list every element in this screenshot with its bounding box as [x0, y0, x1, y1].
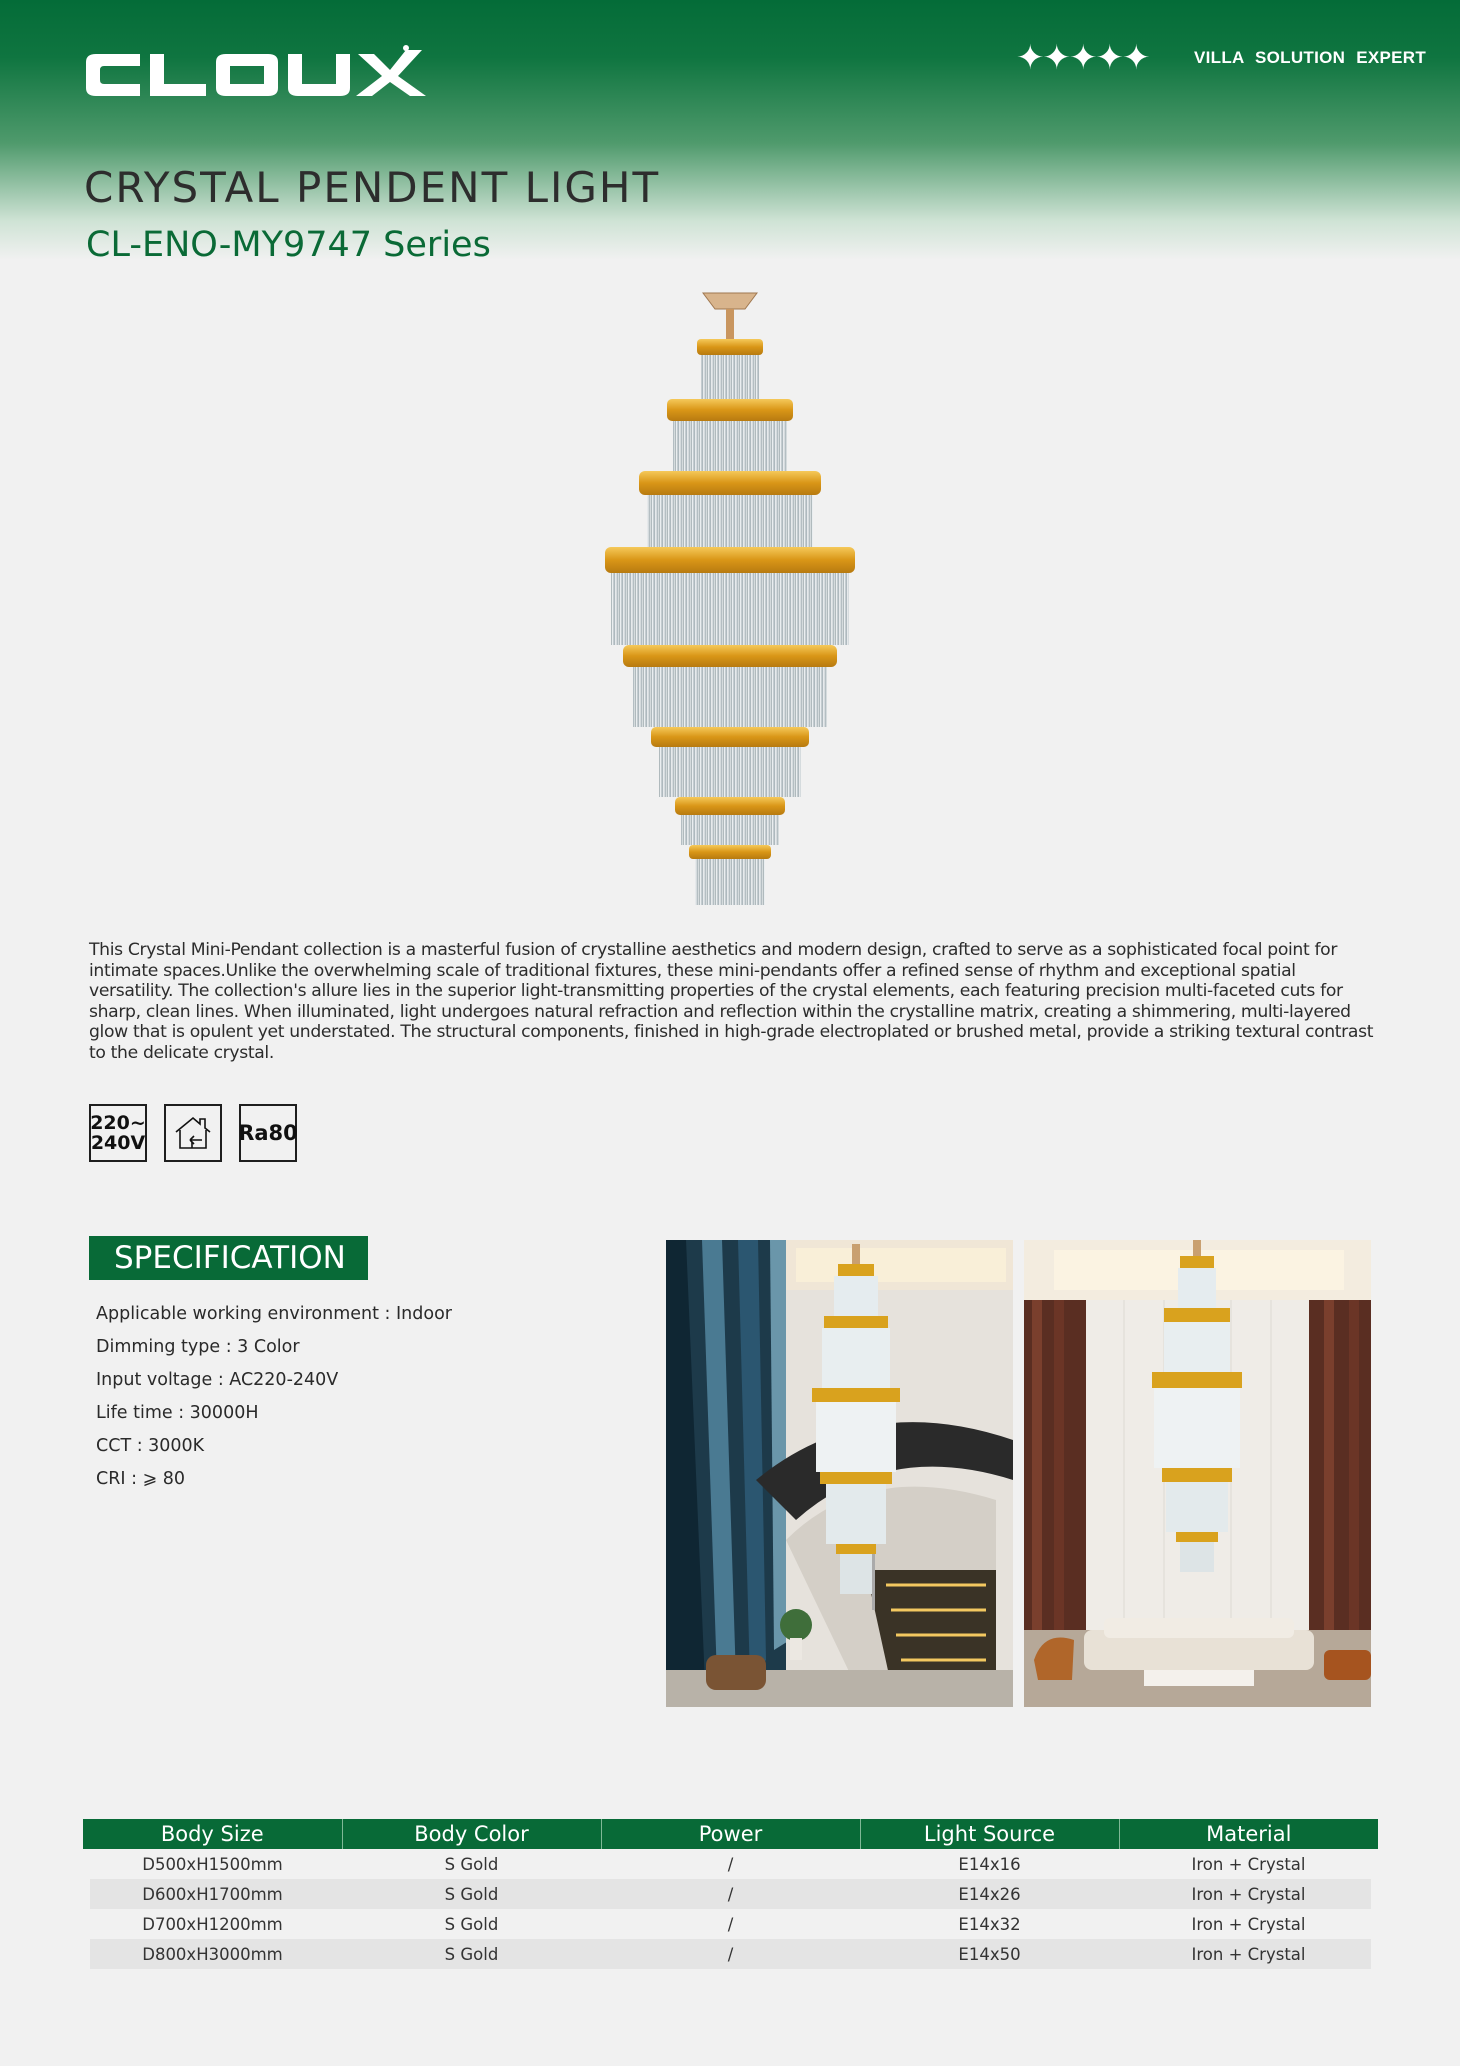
living-room-scene-photo — [1024, 1240, 1371, 1707]
cell-power: / — [601, 1879, 860, 1909]
indoor-badge — [164, 1104, 222, 1162]
voltage-line-1: 220~ — [90, 1112, 146, 1134]
staircase-scene-photo — [666, 1240, 1013, 1707]
product-description: This Crystal Mini-Pendant collection is a masterful fusion of crystalline aesthetics and modern design, crafted to serve as a sophisticated focal point for intimate spaces.Unlike the overwhelming scale of traditional fixtures, these mini-pendants offer a refined sense of rhythm and exceptional spatial versatility. The collection's allure lies in the superior light-transmitting properties of the crystal elements, each featuring precision multi-faceted cuts for sharp, clean lines. When illuminated, light undergoes natural refraction and reflection within the crystalline matrix, creating a shimmering, multi-layered glow that is opulent yet understated. The structural components, finished in high-grade electroplated or brushed metal, provide a striking textural contrast to the delicate crystal. — [89, 940, 1374, 1063]
cell-material: Iron + Crystal — [1119, 1879, 1378, 1909]
cell-material: Iron + Crystal — [1119, 1909, 1378, 1939]
product-table — [83, 1819, 1378, 1969]
cell-power: / — [727, 1914, 734, 1934]
header-power: Power — [601, 1819, 860, 1849]
cell-light-source: E14x26 — [860, 1879, 1119, 1909]
cell-body-color: S Gold — [444, 1854, 499, 1874]
cri-badge: Ra80 — [239, 1104, 297, 1162]
table-row — [83, 1879, 1378, 1909]
spec-environment: Applicable working environment : Indoor — [96, 1304, 452, 1324]
cell-body-color: S Gold — [444, 1914, 499, 1934]
voltage-badge — [89, 1104, 147, 1162]
cell-power: / — [727, 1854, 734, 1874]
chandelier-image — [595, 285, 865, 910]
cell-body-size: D800xH3000mm — [83, 1939, 342, 1969]
cell-light-source: E14x50 — [860, 1939, 1119, 1969]
cell-body-color: S Gold — [342, 1879, 601, 1909]
spec-cri: CRI : ⩾ 80 — [96, 1469, 186, 1489]
product-title: CRYSTAL PENDENT LIGHT — [84, 163, 661, 212]
cell-body-size: D500xH1500mm — [83, 1849, 342, 1879]
specification-list — [96, 1303, 452, 1501]
cloux-logo — [82, 42, 442, 104]
header-band — [0, 0, 1460, 260]
cell-body-size: D600xH1700mm — [83, 1879, 342, 1909]
header-body-color: Body Color — [342, 1819, 601, 1849]
cell-body-color: S Gold — [342, 1939, 601, 1969]
cell-material: Iron + Crystal — [1119, 1939, 1378, 1969]
specification-heading: SPECIFICATION — [89, 1236, 368, 1280]
header-body-size: Body Size — [83, 1819, 342, 1849]
voltage-line-2: 240V — [90, 1132, 146, 1154]
spec-cct: CCT : 3000K — [96, 1436, 205, 1456]
cell-light-source: E14x16 — [958, 1854, 1021, 1874]
header-light-source: Light Source — [860, 1819, 1119, 1849]
cell-light-source: E14x32 — [958, 1914, 1021, 1934]
cell-power: / — [601, 1939, 860, 1969]
tagline: VILLA SOLUTION EXPERT — [1194, 48, 1427, 67]
cell-material: Iron + Crystal — [1119, 1849, 1378, 1879]
header-material: Material — [1206, 1822, 1292, 1846]
table-row — [83, 1909, 1378, 1939]
rating-stars: ✦✦✦✦✦ — [1016, 39, 1149, 77]
table-header-row — [83, 1819, 1378, 1849]
cell-body-size: D700xH1200mm — [83, 1909, 342, 1939]
table-row — [83, 1939, 1378, 1969]
spec-voltage: Input voltage : AC220-240V — [96, 1370, 339, 1390]
product-series: CL-ENO-MY9747 Series — [86, 225, 491, 265]
table-row — [83, 1849, 1378, 1879]
spec-dimming: Dimming type : 3 Color — [96, 1337, 300, 1357]
spec-lifetime: Life time : 30000H — [96, 1403, 259, 1423]
indoor-house-icon — [170, 1110, 216, 1156]
